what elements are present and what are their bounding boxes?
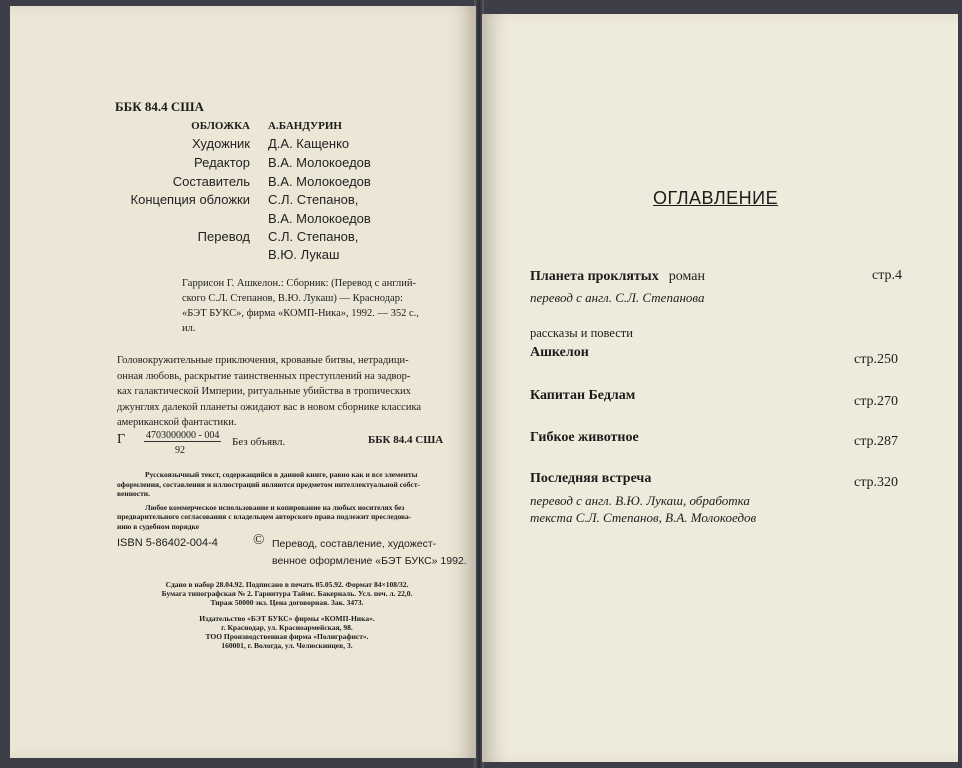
- credit-name: В.Ю. Лукаш: [268, 247, 340, 262]
- rights-line: предварительного согласования с владельцем авторского права подлежит преследова-: [117, 512, 412, 521]
- credit-role: Составитель: [172, 174, 250, 189]
- credit-role: ОБЛОЖКА: [191, 120, 250, 132]
- rights-line: Русскоязычный текст, содержащийся в данной книге, равно как и все элементы: [145, 470, 418, 479]
- imprint-line: Тираж 50000 экз. Цена договорная. Зак. 3473.: [210, 598, 364, 608]
- annotation-line: онная любовь, раскрытие таинственных преступлений на задвор-: [117, 370, 411, 382]
- rights-line: венности.: [117, 489, 150, 498]
- credit-role: Перевод: [197, 229, 250, 244]
- rights-notice: [117, 470, 457, 531]
- imprint-line: Бумага типографская № 2. Гарнитура Таймс. Бакерналь. Усл. печ. л. 22,0.: [161, 589, 413, 599]
- copyright-icon: ©: [253, 532, 265, 548]
- toc-entry-title: Капитан Бедлам: [530, 388, 636, 403]
- catalog-line: ского С.Л. Степанов, В.Ю. Лукаш) — Краснодар:: [182, 293, 403, 304]
- formula-numerator: 4703000000 - 004: [146, 430, 220, 441]
- toc-entry-title-row: [530, 267, 705, 285]
- imprint-line: Издательство «БЭТ БУКС» фирмы «КОМП-Ника».: [199, 613, 375, 623]
- toc-entry-page: стр.270: [854, 394, 899, 409]
- toc-title: ОГЛАВЛЕНИЕ: [653, 188, 779, 208]
- toc-entry-title: Последняя встреча: [530, 471, 652, 486]
- catalog-line: Гаррисон Г. Ашкелон.: Сборник: (Перевод с англий-: [182, 278, 416, 289]
- annotation-line: Головокружительные приключения, кровавые битвы, нетрадици-: [117, 355, 409, 366]
- toc-entry-page: стр.250: [854, 352, 899, 367]
- copyright-line: венное оформление «БЭТ БУКС» 1992.: [272, 555, 467, 567]
- isbn: ISBN 5-86402-004-4: [117, 537, 218, 549]
- rights-line: Любое коммерческое использование и копирование на любых носителях без: [145, 502, 405, 512]
- catalog-entry: [182, 276, 419, 336]
- copyright-line: Перевод, составление, художест-: [272, 538, 437, 550]
- imprint: [117, 580, 457, 650]
- right-page: [482, 14, 958, 762]
- toc-entry-page: стр.4: [872, 268, 903, 283]
- annotation: [117, 353, 452, 431]
- toc-entry-subtitle: перевод с англ. С.Л. Степанова: [530, 290, 705, 305]
- credit-name: С.Л. Степанов,: [268, 192, 359, 207]
- credit-name: С.Л. Степанов,: [268, 229, 359, 244]
- catalog-line: «БЭТ БУКС», фирма «КОМП-Ника», 1992. — 352 с.,: [182, 308, 419, 319]
- annotation-line: ках галактической Империи, ритуальные убийства в тропических: [117, 386, 411, 397]
- rights-line: нию в судебном порядке: [117, 521, 200, 531]
- credit-name: Д.А. Кащенко: [268, 136, 350, 151]
- rights-line: оформления, составления и иллюстраций являются предметом интеллектуальной собст-: [117, 479, 420, 489]
- credit-role: Художник: [192, 136, 250, 151]
- formula-note: Без объявл.: [232, 436, 286, 448]
- toc-entry-subtitle: текста С.Л. Степанов, В.А. Молокоедов: [530, 510, 757, 525]
- credit-name: В.А. Молокоедов: [268, 211, 371, 226]
- toc-section-label: рассказы и повести: [530, 326, 633, 340]
- toc-entry-page: стр.320: [854, 475, 899, 490]
- imprint-line: 160001, г. Вологда, ул. Челюскинцев, 3.: [221, 641, 353, 651]
- credit-name: В.А. Молокоедов: [268, 174, 371, 189]
- credit-role: Редактор: [194, 155, 250, 170]
- bbk-code-bottom: ББК 84.4 США: [368, 434, 444, 446]
- copyright: [272, 536, 467, 570]
- credit-name: В.А. Молокоедов: [268, 155, 371, 170]
- annotation-line: американской фантастики.: [117, 417, 237, 428]
- catalog-line: ил.: [182, 323, 196, 334]
- bbk-code: ББК 84.4 США: [115, 99, 204, 114]
- credit-role: Концепция обложки: [130, 192, 250, 207]
- formula-letter: Г: [117, 432, 126, 447]
- toc-entry-page: стр.287: [854, 434, 899, 449]
- annotation-line: джунглях далекой планеты ожидают вас в новом сборнике классика: [117, 401, 422, 413]
- imprint-line: ТОО Производственная фирма «Полиграфист».: [205, 632, 369, 642]
- toc-entry-title: Гибкое животное: [530, 430, 639, 445]
- imprint-line: г. Краснодар, ул. Красноармейская, 98.: [221, 622, 353, 632]
- formula-denominator: 92: [175, 445, 185, 456]
- toc-entry-title: Планета проклятых: [530, 269, 659, 284]
- toc-entry-title: Ашкелон: [530, 345, 589, 360]
- credit-name: А.БАНДУРИН: [268, 120, 342, 132]
- toc-entry-subtitle: перевод с англ. В.Ю. Лукаш, обработка: [530, 493, 750, 508]
- left-page: [10, 6, 476, 758]
- toc-entry-genre: роман: [668, 269, 705, 284]
- imprint-line: Сдано в набор 28.04.92. Подписано в печать 05.05.92. Формат 84×108/32.: [165, 580, 409, 589]
